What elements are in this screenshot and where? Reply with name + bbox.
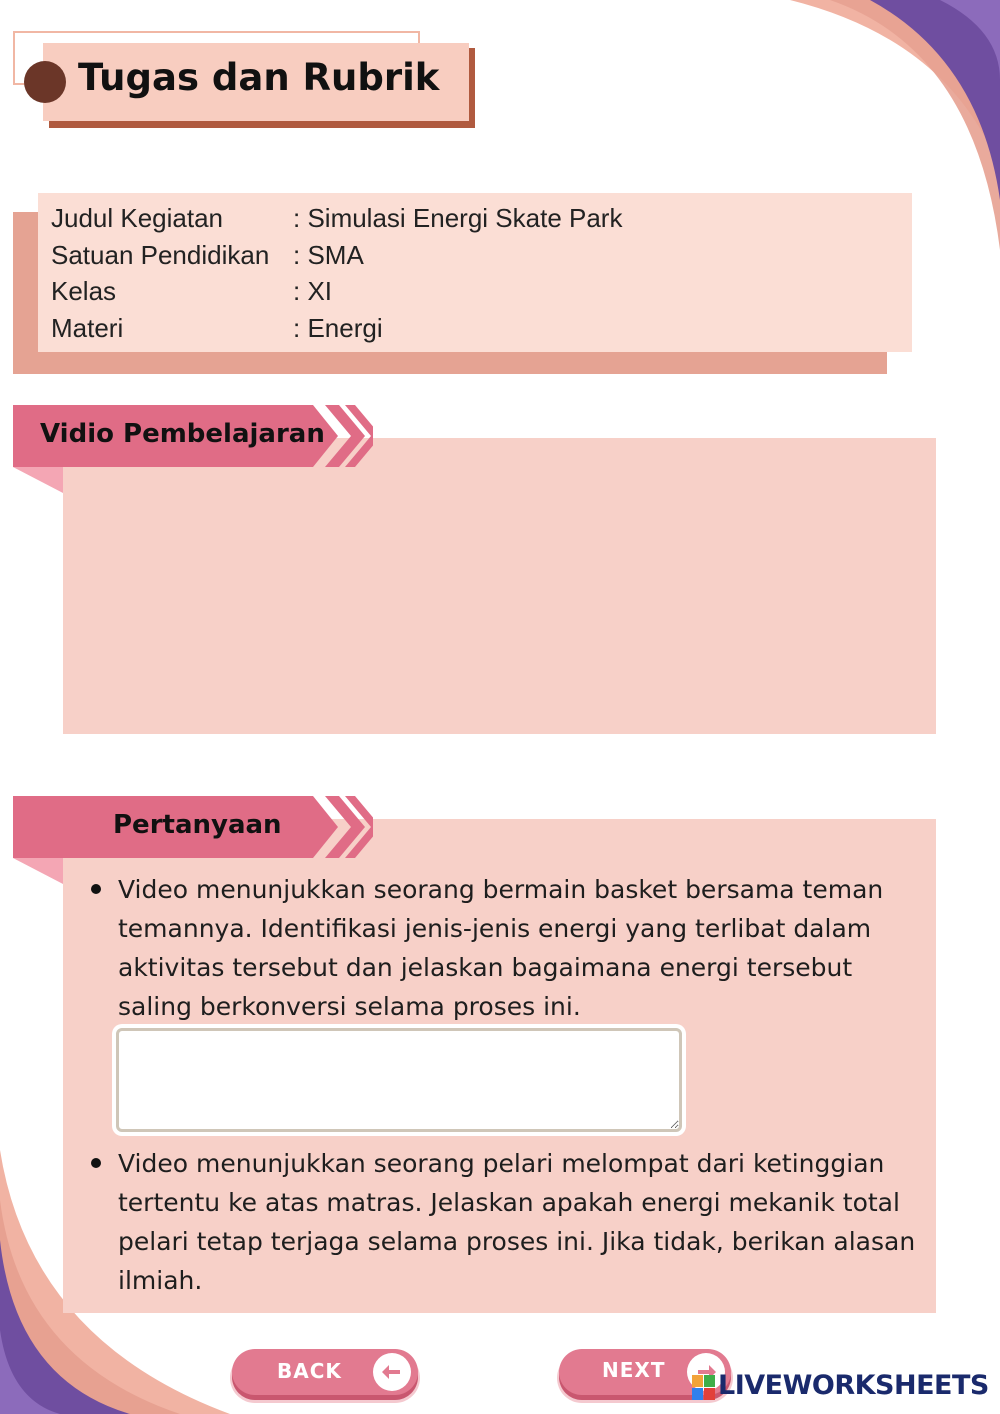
- arrow-left-icon: [373, 1353, 411, 1391]
- bullet-icon: [91, 1158, 101, 1168]
- info-row-judul: [51, 203, 622, 234]
- info-value: : Simulasi Energi Skate Park: [293, 203, 623, 233]
- bullet-icon: [91, 884, 101, 894]
- back-button-label: BACK: [277, 1359, 342, 1383]
- info-row-kelas: [51, 276, 332, 307]
- info-value: : XI: [293, 276, 333, 306]
- info-label: Materi: [51, 313, 124, 343]
- question-1: Video menunjukkan seorang bermain basket bersama teman temannya. Identifikasi jenis-jenis energi yang terlibat dalam aktivitas tersebut dan jelaskan bagaimana energi tersebut saling berkonversi selama proses ini.: [118, 875, 884, 1021]
- title-bullet-icon: [24, 61, 66, 103]
- info-label: Kelas: [51, 276, 117, 306]
- info-row-satuan: [51, 240, 364, 271]
- info-row-materi: [51, 313, 383, 344]
- question-2: Video menunjukkan seorang pelari melompat dari ketinggian tertentu ke atas matras. Jelaskan apakah energi mekanik total pelari tetap terjaga selama proses ini. Jika tidak, berikan alasan ilmiah.: [118, 1149, 916, 1295]
- next-button-label: NEXT: [602, 1358, 666, 1382]
- page-title: Tugas dan Rubrik: [78, 56, 440, 99]
- question-section-label: Pertanyaan: [113, 810, 282, 840]
- info-label: Satuan Pendidikan: [51, 240, 270, 270]
- answer-input-1[interactable]: [116, 1028, 682, 1132]
- info-label: Judul Kegiatan: [51, 203, 224, 233]
- video-section-label: Vidio Pembelajaran: [40, 419, 325, 449]
- liveworksheets-logo-icon: [692, 1375, 716, 1401]
- info-value: : Energi: [293, 313, 383, 343]
- watermark-text: LIVEWORKSHEETS: [718, 1370, 989, 1401]
- info-value: : SMA: [293, 240, 364, 270]
- back-button[interactable]: [232, 1349, 418, 1395]
